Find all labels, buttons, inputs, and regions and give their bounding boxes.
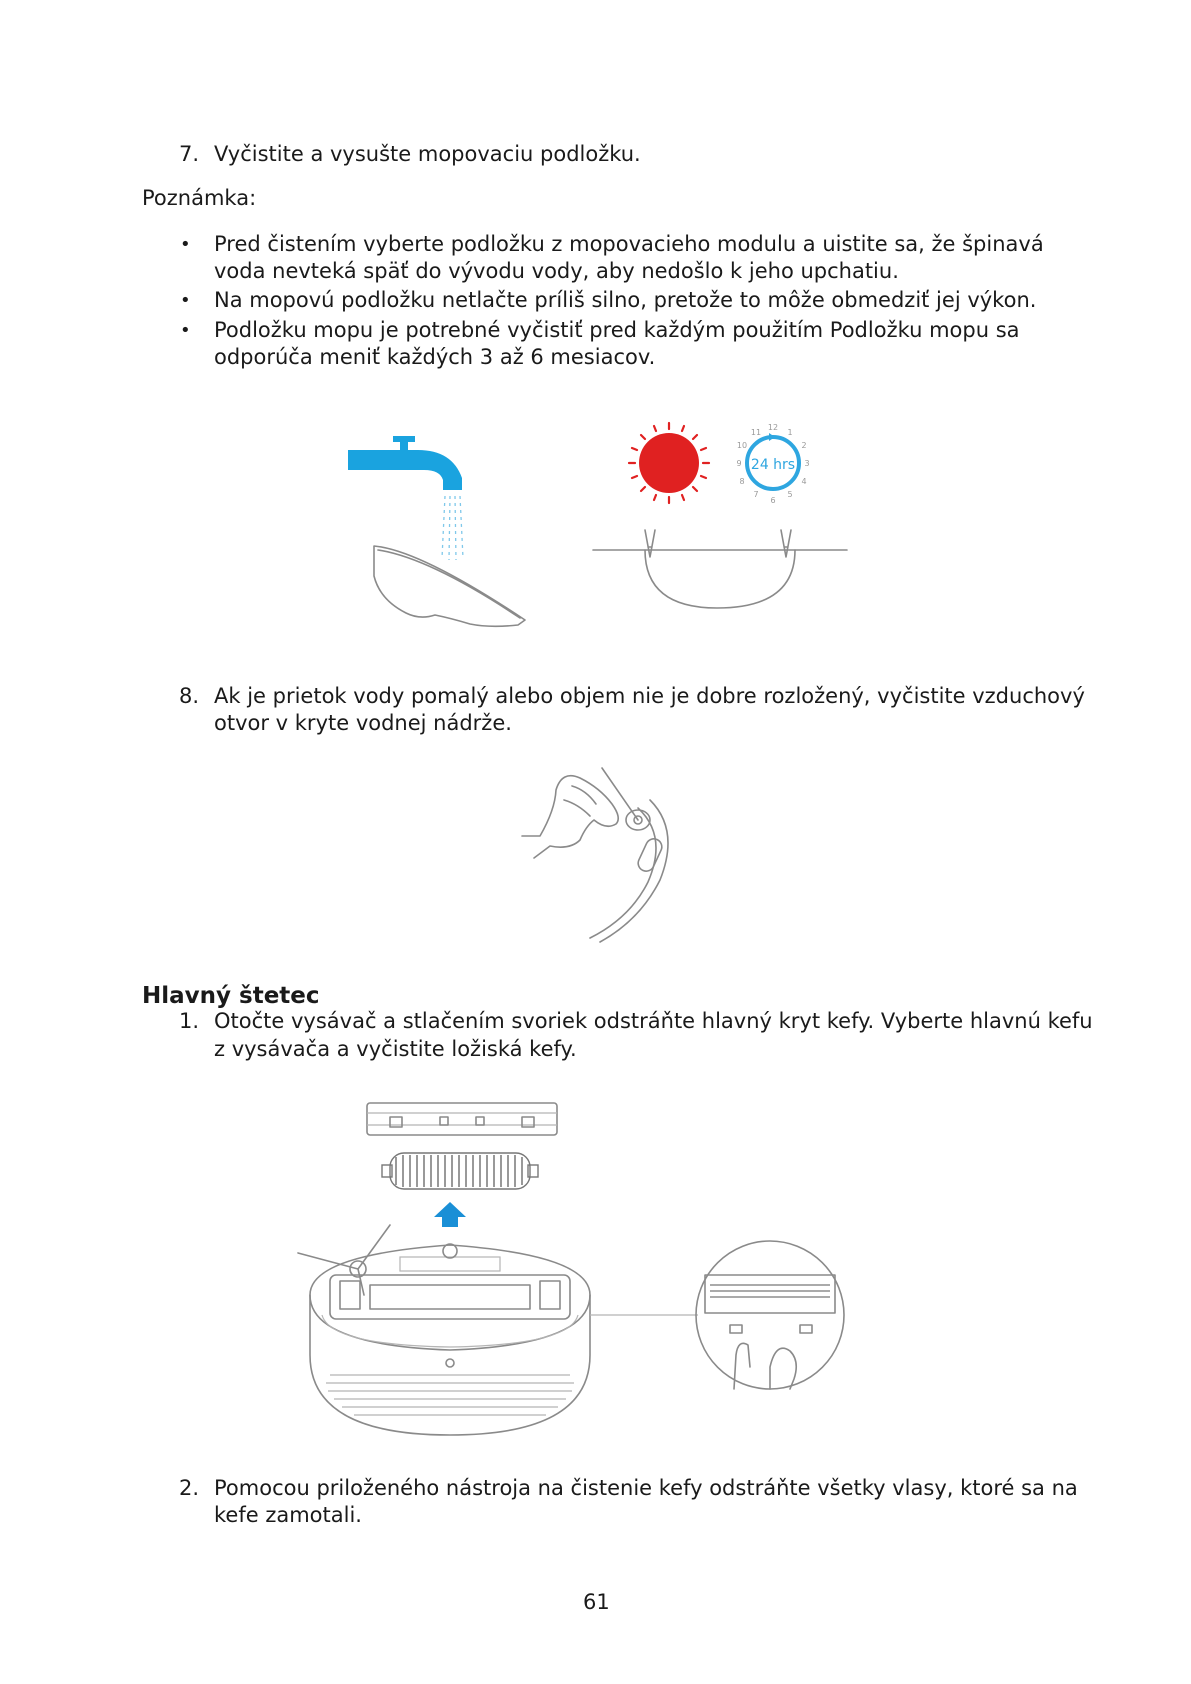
- timer-label: 24 hrs: [750, 457, 796, 473]
- note-bullet-1: •: [180, 234, 191, 255]
- step-2-number: 2.: [179, 1476, 200, 1500]
- step-1-number: 1.: [179, 1009, 200, 1033]
- sun-drying-illustration: [585, 415, 855, 630]
- clock-number-12: 12: [767, 423, 779, 432]
- hanging-mop-pad: [645, 550, 795, 608]
- clock-number-11: 11: [750, 428, 762, 437]
- mop-pad: [374, 546, 525, 626]
- cleaning-tool: [602, 768, 638, 820]
- clock-number-2: 2: [801, 441, 807, 450]
- step-2-line-2: kefe zamotali.: [214, 1503, 362, 1527]
- clock-number-4: 4: [801, 477, 807, 486]
- note-item-1-line-1: Pred čistením vyberte podložku z mopovacieho modulu a uistite sa, že špinavá: [214, 232, 1044, 256]
- page-number: 61: [583, 1590, 610, 1614]
- air-vent-cleaning-illustration: [520, 760, 700, 945]
- sun-icon: [629, 423, 709, 503]
- step-7-text: Vyčistite a vysušte mopovaciu podložku.: [214, 142, 641, 166]
- note-item-1-line-2: voda nevteká späť do vývodu vody, aby nedošlo k jeho upchatiu.: [214, 259, 899, 283]
- step-8-line-2: otvor v kryte vodnej nádrže.: [214, 711, 512, 735]
- step-8-number: 8.: [179, 684, 200, 708]
- clock-number-1: 1: [787, 428, 793, 437]
- note-item-2-line-1: Na mopovú podložku netlačte príliš silno, pretože to môže obmedziť jej výkon.: [214, 288, 1037, 312]
- clock-number-10: 10: [736, 441, 748, 450]
- brush-cover: [367, 1103, 557, 1135]
- clock-number-6: 6: [770, 496, 776, 505]
- clock-icon: [736, 423, 809, 505]
- tap-rinsing-illustration: [340, 428, 540, 638]
- note-item-3-line-1: Podložku mopu je potrebné vyčistiť pred každým použitím Podložku mopu sa: [214, 318, 1020, 342]
- tap-spout: [348, 450, 462, 490]
- up-arrow-icon: [434, 1202, 466, 1227]
- main-brush: [382, 1153, 538, 1189]
- clock-number-7: 7: [753, 490, 759, 499]
- step-7-number: 7.: [179, 142, 200, 166]
- step-1-line-2: z vysávača a vyčistite ložiská kefy.: [214, 1037, 577, 1061]
- step-1-line-1: Otočte vysávač a stlačením svoriek odstráňte hlavný kryt kefy. Vyberte hlavnú kefu: [214, 1009, 1093, 1033]
- clothespin-left: [645, 530, 655, 557]
- zoom-circle: [696, 1241, 844, 1389]
- note-label: Poznámka:: [142, 186, 257, 210]
- water-stream: [442, 496, 463, 560]
- robot-vacuum-underside: [298, 1225, 590, 1435]
- clock-number-8: 8: [739, 477, 745, 486]
- hand: [522, 776, 618, 858]
- pressing-hand: [734, 1343, 796, 1389]
- note-item-3-line-2: odporúča meniť každých 3 až 6 mesiacov.: [214, 345, 656, 369]
- tap-icon: [348, 436, 462, 490]
- clock-number-3: 3: [804, 459, 810, 468]
- section-heading: Hlavný štetec: [142, 983, 320, 1009]
- clock-number-9: 9: [736, 459, 742, 468]
- note-bullet-3: •: [180, 320, 191, 341]
- note-bullet-2: •: [180, 290, 191, 311]
- step-8-line-1: Ak je prietok vody pomalý alebo objem nie je dobre rozložený, vyčistite vzduchový: [214, 684, 1085, 708]
- vent-slot: [636, 836, 665, 874]
- step-2-line-1: Pomocou priloženého nástroja na čistenie kefy odstráňte všetky vlasy, ktoré sa na: [214, 1476, 1078, 1500]
- main-brush-removal-illustration: [290, 1095, 900, 1435]
- clock-number-5: 5: [787, 490, 793, 499]
- clothespin-right: [781, 530, 791, 557]
